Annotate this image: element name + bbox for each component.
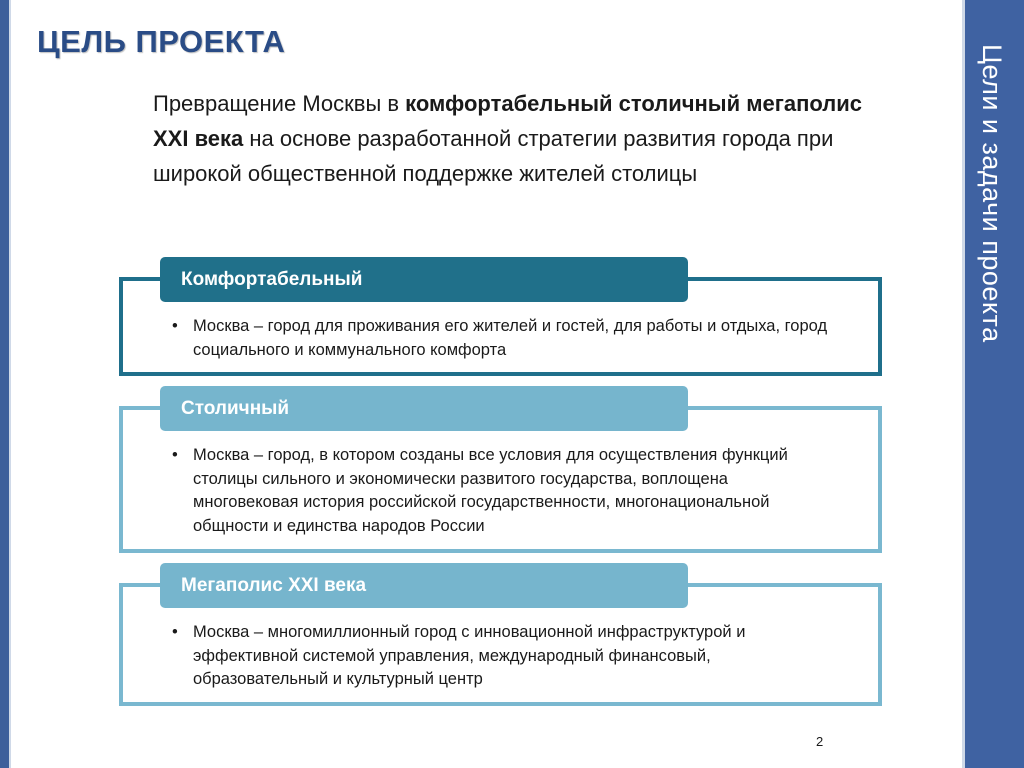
card-text-capital bbox=[172, 444, 832, 538]
goal-text-part2: на основе разработанной стратегии развития города при широкой общественной поддержке жителей столицы bbox=[153, 126, 834, 186]
bullet-icon: • bbox=[172, 317, 178, 335]
card-header-megapolis: Мегаполис XXI века bbox=[160, 563, 688, 608]
bullet-icon: • bbox=[172, 446, 178, 464]
card-bullet-text: Москва – многомиллионный город с инновационной инфраструктурой и эффективной системой управления, международный финансовый, образовательный и культурный центр bbox=[193, 623, 746, 688]
card-header-comfortable: Комфортабельный bbox=[160, 257, 688, 302]
card-header-capital: Столичный bbox=[160, 386, 688, 431]
card-text-megapolis bbox=[172, 621, 832, 692]
sidebar-title: Цели и задачи проекта bbox=[977, 44, 1007, 343]
bullet-icon: • bbox=[172, 623, 178, 641]
left-accent-strip bbox=[0, 0, 9, 768]
left-accent-line bbox=[9, 0, 11, 768]
card-bullet-text: Москва – город для проживания его жителей и гостей, для работы и отдыха, город социального и коммунального комфорта bbox=[193, 317, 828, 359]
goal-text-bold: комфортабельный столичный мегаполис XXI века bbox=[153, 91, 863, 151]
page-title: ЦЕЛЬ ПРОЕКТА bbox=[37, 24, 286, 59]
goal-statement bbox=[153, 86, 873, 191]
card-text-comfortable bbox=[172, 315, 832, 362]
goal-text-part1: Превращение Москвы в bbox=[153, 91, 406, 116]
card-bullet-text: Москва – город, в котором созданы все условия для осуществления функций столицы сильного и экономически развитого государства, воплощена многовековая история российской государственности, многонациональной общности и единства народов России bbox=[193, 446, 788, 535]
page-number: 2 bbox=[816, 734, 824, 749]
